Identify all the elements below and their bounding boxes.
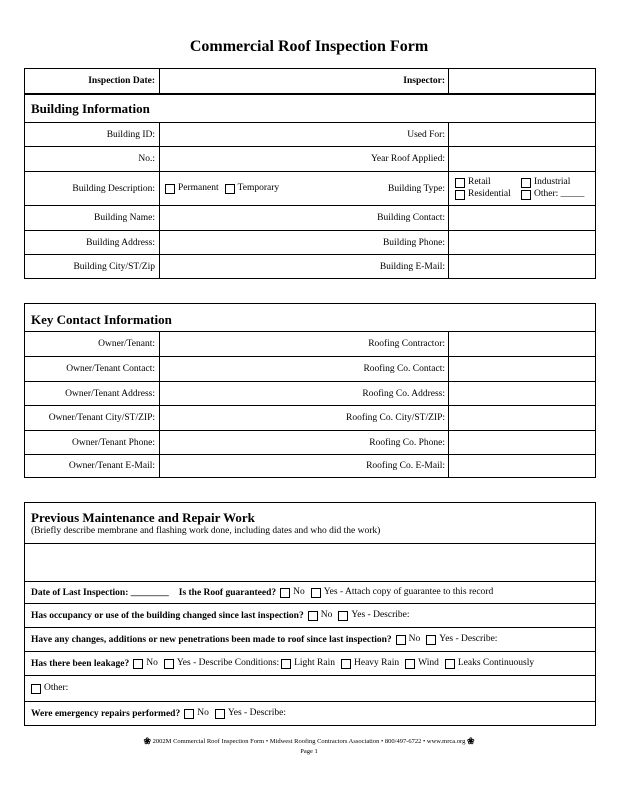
occupancy-question: Has occupancy or use of the building changed since last inspection? xyxy=(31,610,304,621)
mrca-logo-icon-right: ❀ xyxy=(466,736,475,746)
changes-no-checkbox[interactable] xyxy=(396,635,406,645)
retail-label: Retail xyxy=(468,176,491,187)
maintenance-heading: Previous Maintenance and Repair Work xyxy=(31,510,255,525)
inspection-date-field[interactable] xyxy=(160,69,370,93)
contact-left-label: Owner/Tenant Phone: xyxy=(72,437,155,448)
key-contact-heading: Key Contact Information xyxy=(31,312,172,327)
leakage-yes-checkbox[interactable] xyxy=(164,659,174,669)
building-id-label: Building ID: xyxy=(106,129,155,140)
leaks-continuously-label: Leaks Continuously xyxy=(457,657,535,668)
changes-yes-label: Yes - Describe: xyxy=(439,633,498,644)
building-phone-field[interactable] xyxy=(449,231,595,254)
guaranteed-no-checkbox[interactable] xyxy=(280,588,290,598)
occupancy-no-label: No xyxy=(320,609,333,620)
industrial-label: Industrial xyxy=(534,176,571,187)
other-type-checkbox[interactable] xyxy=(521,190,531,200)
maintenance-description-area[interactable] xyxy=(25,543,595,581)
permanent-checkbox[interactable] xyxy=(165,184,175,194)
retail-checkbox[interactable] xyxy=(455,178,465,188)
light-rain-label: Light Rain xyxy=(294,657,335,668)
wind-label: Wind xyxy=(418,657,439,668)
guaranteed-yes-checkbox[interactable] xyxy=(311,588,321,598)
temporary-label: Temporary xyxy=(237,182,280,193)
changes-yes-checkbox[interactable] xyxy=(426,635,436,645)
changes-no-label: No xyxy=(408,633,421,644)
contact-right-label: Roofing Co. Contact: xyxy=(363,364,445,374)
contact-left-label: Owner/Tenant: xyxy=(98,339,155,349)
last-inspection-label: Date of Last Inspection: ________ xyxy=(31,587,169,598)
industrial-checkbox[interactable] xyxy=(521,178,531,188)
temporary-checkbox[interactable] xyxy=(225,184,235,194)
building-information-heading: Building Information xyxy=(31,101,150,116)
inspector-field[interactable] xyxy=(449,69,595,93)
building-name-label: Building Name: xyxy=(94,213,155,223)
footer-text: 2002M Commercial Roof Inspection Form • Midwest Roofing Contractors Association • 800/497-6722 • www.mrca.org xyxy=(152,737,466,745)
other-condition-label: Other: xyxy=(44,682,69,693)
wind-checkbox[interactable] xyxy=(405,659,415,669)
inspection-date-label: Inspection Date: xyxy=(88,76,155,86)
contact-right-label: Roofing Co. Address: xyxy=(362,388,445,399)
building-type-options xyxy=(455,172,591,205)
contact-right-field[interactable] xyxy=(449,406,595,430)
page-number: Page 1 xyxy=(300,748,318,755)
contact-right-field[interactable] xyxy=(449,382,595,405)
light-rain-checkbox[interactable] xyxy=(281,659,291,669)
contact-right-label: Roofing Co. Phone: xyxy=(369,437,445,448)
emergency-no-label: No xyxy=(197,707,209,718)
heavy-rain-checkbox[interactable] xyxy=(341,659,351,669)
used-for-label: Used For: xyxy=(407,129,445,140)
no-label: No.: xyxy=(138,154,155,164)
emergency-question: Were emergency repairs performed? xyxy=(31,708,181,719)
used-for-field[interactable] xyxy=(449,123,595,146)
leakage-yes-label: Yes - Describe Conditions: xyxy=(176,657,280,668)
year-roof-applied-label: Year Roof Applied: xyxy=(371,154,445,164)
building-email-field[interactable] xyxy=(449,255,595,278)
permanent-label: Permanent xyxy=(178,182,219,193)
leakage-question: Has there been leakage? xyxy=(31,658,130,669)
guaranteed-yes-label: Yes - Attach copy of guarantee to this record xyxy=(323,586,494,597)
guaranteed-question: Is the Roof guaranteed? xyxy=(178,587,277,598)
building-email-label: Building E-Mail: xyxy=(379,261,445,272)
contact-left-label: Owner/Tenant Contact: xyxy=(66,364,155,374)
occupancy-yes-checkbox[interactable] xyxy=(338,611,348,621)
inspection-header-box xyxy=(24,68,596,94)
guaranteed-no-label: No xyxy=(293,586,305,597)
year-roof-applied-field[interactable] xyxy=(449,147,595,171)
contact-right-label: Roofing Co. E-Mail: xyxy=(366,461,445,471)
building-phone-label: Building Phone: xyxy=(382,237,445,248)
footer xyxy=(0,736,618,747)
key-contact-section xyxy=(24,303,596,478)
maintenance-section xyxy=(24,502,596,726)
leakage-no-checkbox[interactable] xyxy=(133,659,143,669)
occupancy-no-checkbox[interactable] xyxy=(308,611,318,621)
building-type-label: Building Type: xyxy=(388,183,445,194)
leakage-no-label: No xyxy=(146,657,158,668)
emergency-no-checkbox[interactable] xyxy=(184,709,194,719)
residential-label: Residential xyxy=(468,188,511,199)
contact-right-field[interactable] xyxy=(449,357,595,381)
form-title: Commercial Roof Inspection Form xyxy=(189,38,429,55)
heavy-rain-label: Heavy Rain xyxy=(354,657,400,668)
building-city-label: Building City/ST/Zip xyxy=(73,261,155,272)
occupancy-yes-label: Yes - Describe: xyxy=(351,609,410,620)
emergency-yes-checkbox[interactable] xyxy=(215,709,225,719)
mrca-logo-icon: ❀ xyxy=(143,736,152,746)
residential-checkbox[interactable] xyxy=(455,190,465,200)
building-contact-label: Building Contact: xyxy=(377,213,445,223)
contact-left-label: Owner/Tenant Address: xyxy=(65,388,155,399)
maintenance-subheading: (Briefly describe membrane and flashing work done, including dates and who did the work) xyxy=(31,526,381,536)
building-contact-field[interactable] xyxy=(449,206,595,230)
changes-question: Have any changes, additions or new penetrations been made to roof since last inspection? xyxy=(31,634,392,645)
contact-left-label: Owner/Tenant E-Mail: xyxy=(68,461,155,471)
contact-right-field[interactable] xyxy=(449,455,595,477)
building-information-section xyxy=(24,94,596,279)
contact-right-field[interactable] xyxy=(449,431,595,454)
leaks-continuously-checkbox[interactable] xyxy=(445,659,455,669)
building-description-label: Building Description: xyxy=(72,183,155,194)
other-type-label: Other: _____ xyxy=(534,188,585,199)
contact-right-field[interactable] xyxy=(449,332,595,356)
other-condition-checkbox[interactable] xyxy=(31,684,41,694)
contact-right-label: Roofing Co. City/ST/ZIP: xyxy=(346,413,445,423)
building-address-label: Building Address: xyxy=(86,237,155,248)
emergency-yes-label: Yes - Describe: xyxy=(227,707,286,718)
inspector-label: Inspector: xyxy=(403,76,445,86)
contact-right-label: Roofing Contractor: xyxy=(368,339,445,349)
contact-left-label: Owner/Tenant City/ST/ZIP: xyxy=(48,413,155,423)
